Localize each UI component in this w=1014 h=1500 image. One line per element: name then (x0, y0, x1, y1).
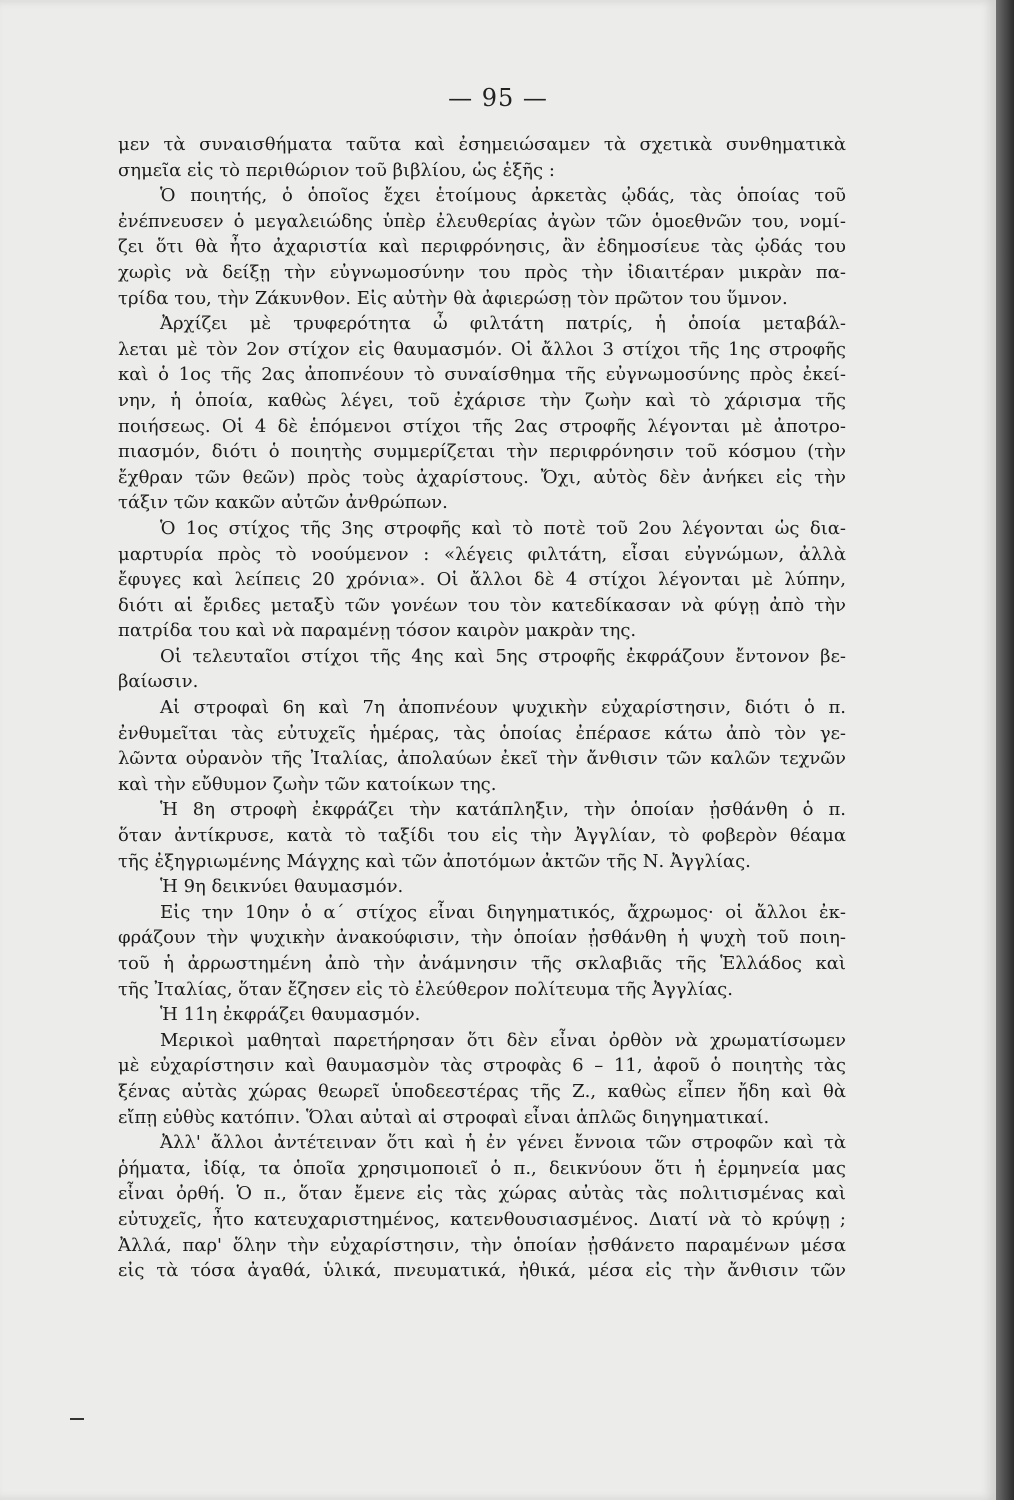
text-line: πιασμόν, διότι ὁ ποιητὴς συμμερίζεται τὴν περιφρόνησιν τοῦ κόσμου (τὴν (118, 441, 846, 463)
text-line: διότι αἱ ἔριδες μεταξὺ τῶν γονέων του τὸν κατεδίκασαν νὰ φύγῃ ἀπὸ τὴν (118, 594, 846, 616)
text-line: Εἰς την 10ην ὁ α΄ στίχος εἶναι διηγηματικός, ἄχρωμος· οἱ ἄλλοι ἐκ- (160, 901, 846, 923)
body-text (118, 132, 846, 1284)
scan-edge (996, 0, 1014, 1500)
text-line: Ὁ ποιητής, ὁ ὁποῖος ἔχει ἑτοίμους ἀρκετὰς ᾠδάς, τὰς ὁποίας τοῦ (160, 185, 846, 207)
text-line: μεν τὰ συναισθήματα ταῦτα καὶ ἐσημειώσαμεν τὰ σχετικὰ συνθηματικὰ (118, 134, 846, 155)
text-line: ὅταν ἀντίκρυσε, κατὰ τὸ ταξίδι του εἰς τὴν Ἀγγλίαν, τὸ φοβερὸν θέαμα (118, 825, 846, 847)
text-line: τρίδα του, τὴν Ζάκυνθον. Εἰς αὐτὴν θὰ ἀφιερώσῃ τὸν πρῶτον του ὕμνον. (118, 287, 788, 309)
text-line: Ἡ 11η ἐκφράζει θαυμασμόν. (160, 1004, 421, 1026)
text-line: Ἀλλά, παρ' ὅλην τὴν εὐχαρίστησιν, τὴν ὁποίαν ᾐσθάνετο παραμένων μέσα (118, 1234, 846, 1256)
text-line: Μερικοὶ μαθηταὶ παρετήρησαν ὅτι δὲν εἶναι ὀρθὸν νὰ χρωματίσωμεν (160, 1029, 846, 1051)
text-line: μαρτυρία πρὸς τὸ νοούμενον : «λέγεις φιλτάτη, εἶσαι εὐγνώμων, ἀλλὰ (118, 543, 846, 565)
text-line: Ἀρχίζει μὲ τρυφερότητα ὦ φιλτάτη πατρίς, ἡ ὁποία μεταβάλ- (160, 313, 846, 335)
text-line: ζει ὅτι θὰ ἦτο ἀχαριστία καὶ περιφρόνησις, ἂν ἐδημοσίευε τὰς ᾠδάς του (118, 236, 846, 258)
text-line: νην, ἡ ὁποία, καθὼς λέγει, τοῦ ἐχάρισε τὴν ζωὴν καὶ τὸ χάρισμα τῆς (118, 389, 846, 411)
text-line: εἶναι ὀρθή. Ὁ π., ὅταν ἔμενε εἰς τὰς χώρας αὐτὰς τὰς πολιτισμένας καὶ (118, 1183, 846, 1205)
text-line: τοῦ ἡ ἀρρωστημένη ἀπὸ τὴν ἀνάμνησιν τῆς σκλαβιᾶς τῆς Ἑλλάδος καὶ (118, 953, 846, 974)
text-line: Ἡ 9η δεικνύει θαυμασμόν. (160, 876, 404, 898)
text-line: καὶ τὴν εὔθυμον ζωὴν τῶν κατοίκων της. (118, 773, 497, 795)
text-line: εἴπῃ εὐθὺς κατόπιν. Ὅλαι αὐταὶ αἱ στροφαὶ εἶναι ἁπλῶς διηγηματικαί. (118, 1106, 770, 1128)
text-line: ἔφυγες καὶ λείπεις 20 χρόνια». Οἱ ἄλλοι δὲ 4 στίχοι λέγονται μὲ λύπην, (118, 569, 846, 591)
text-line: ἐνέπνευσεν ὁ μεγαλειώδης ὑπὲρ ἐλευθερίας ἀγὼν τῶν ὁμοεθνῶν του, νομί- (118, 210, 846, 232)
text-line: εὐτυχεῖς, ἦτο κατευχαριστημένος, κατενθουσιασμένος. Διατί νὰ τὸ κρύψῃ ; (118, 1208, 846, 1230)
text-line: φράζουν τὴν ψυχικὴν ἀνακούφισιν, τὴν ὁποίαν ᾐσθάνθη ἡ ψυχὴ τοῦ ποιη- (118, 927, 846, 949)
text-line: λεται μὲ τὸν 2ον στίχον εἰς θαυμασμόν. Οἱ ἄλλοι 3 στίχοι τῆς 1ης στροφῆς (118, 338, 846, 360)
text-line: Αἱ στροφαὶ 6η καὶ 7η ἀποπνέουν ψυχικὴν εὐχαρίστησιν, διότι ὁ π. (160, 697, 846, 719)
text-line: βαίωσιν. (118, 671, 199, 693)
text-line: ἐνθυμεῖται τὰς εὐτυχεῖς ἡμέρας, τὰς ὁποίας ἐπέρασε κάτω ἀπὸ τὸν γε- (118, 722, 846, 744)
text-line: τῆς Ἰταλίας, ὅταν ἔζησεν εἰς τὸ ἐλεύθερον πολίτευμα τῆς Ἀγγλίας. (118, 978, 733, 1000)
text-line: Ἀλλ' ἄλλοι ἀντέτειναν ὅτι καὶ ἡ ἐν γένει ἔννοια τῶν στροφῶν καὶ τὰ (160, 1132, 846, 1154)
text-line: ῥήματα, ἰδίᾳ, τα ὁποῖα χρησιμοποιεῖ ὁ π., δεικνύουν ὅτι ἡ ἑρμηνεία μας (118, 1157, 846, 1179)
text-line: χωρὶς νὰ δείξῃ τὴν εὐγνωμοσύνην του πρὸς τὴν ἰδιαιτέραν μικρὰν πα- (118, 261, 846, 283)
text-line: μὲ εὐχαρίστησιν καὶ θαυμασμὸν τὰς στροφὰς 6 – 11, ἀφοῦ ὁ ποιητὴς τὰς (118, 1055, 846, 1077)
text-line: πατρίδα του καὶ νὰ παραμένῃ τόσον καιρὸν μακρὰν της. (118, 620, 637, 642)
text-line: τάξιν τῶν κακῶν αὐτῶν ἀνθρώπων. (118, 492, 448, 514)
text-line: εἰς τὰ τόσα ἀγαθά, ὑλικά, πνευματικά, ἠθικά, μέσα εἰς τὴν ἄνθισιν τῶν (118, 1260, 846, 1282)
text-line: τῆς ἐξηγριωμένης Μάγχης καὶ τῶν ἀποτόμων ἀκτῶν τῆς Ν. Ἀγγλίας. (118, 850, 751, 872)
text-line: καὶ ὁ 1ος τῆς 2ας ἀποπνέουν τὸ συναίσθημα τῆς εὐγνωμοσύνης πρὸς ἐκεί- (118, 364, 846, 386)
text-line: ξένας αὐτὰς χώρας θεωρεῖ ὑποδεεστέρας τῆς Ζ., καθὼς εἶπεν ἤδη καὶ θὰ (118, 1080, 846, 1102)
text-line: Οἱ τελευταῖοι στίχοι τῆς 4ης καὶ 5ης στροφῆς ἐκφράζουν ἔντονον βε- (160, 645, 846, 667)
text-line: Ὁ 1ος στίχος τῆς 3ης στροφῆς καὶ τὸ ποτὲ τοῦ 2ου λέγονται ὡς δια- (160, 517, 846, 539)
margin-mark (70, 1418, 84, 1420)
text-line: λῶντα οὐρανὸν τῆς Ἰταλίας, ἀπολαύων ἐκεῖ τὴν ἄνθισιν τῶν καλῶν τεχνῶν (118, 748, 846, 770)
text-line: ποιήσεως. Οἱ 4 δὲ ἑπόμενοι στίχοι τῆς 2ας στροφῆς λέγονται μὲ ἀποτρο- (118, 415, 846, 437)
text-line: σημεῖα εἰς τὸ περιθώριον τοῦ βιβλίου, ὡς ἑξῆς : (118, 159, 555, 181)
text-line: Ἡ 8η στροφὴ ἐκφράζει τὴν κατάπληξιν, τὴν ὁποίαν ᾐσθάνθη ὁ π. (160, 799, 846, 821)
text-line: ἔχθραν τῶν θεῶν) πρὸς τοὺς ἀχαρίστους. Ὄχι, αὐτὸς δὲν ἀνήκει εἰς τὴν (118, 466, 846, 488)
page-number: — 95 — (448, 84, 548, 112)
